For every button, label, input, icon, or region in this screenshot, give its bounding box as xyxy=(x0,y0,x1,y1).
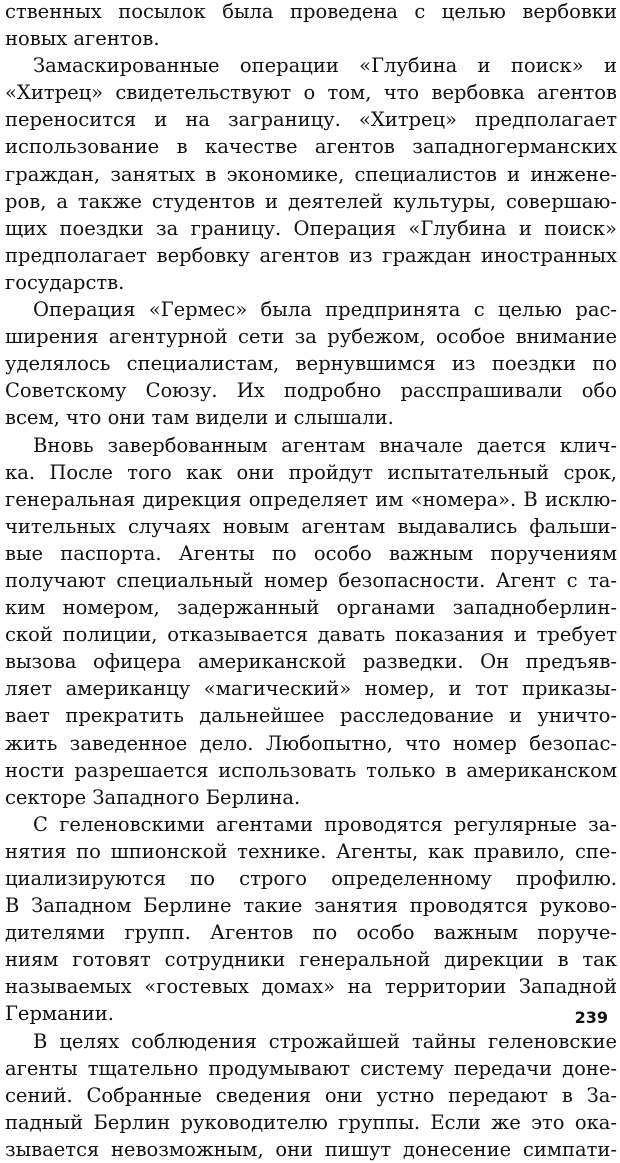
text-line: ров, а также студентов и деятелей культуры, совершаю- xyxy=(5,189,617,213)
text-line: В Западном Берлине такие занятия проводятся руково- xyxy=(5,894,617,918)
text-line: государств. xyxy=(5,270,125,294)
text-line: граждан, занятых в экономике, специалистов и инжене- xyxy=(5,162,617,186)
text-line: новых агентов. xyxy=(5,27,160,51)
text-line: уделялось специалистам, вернувшимся из поездки по xyxy=(5,352,617,376)
body-text xyxy=(5,0,617,1163)
text-line: ственных посылок была проведена с целью вербовки xyxy=(5,0,617,23)
text-line: получают специальный номер безопасности. Агент с та- xyxy=(5,568,617,592)
text-line: В целях соблюдения строжайшей тайны геленовские xyxy=(33,1029,617,1053)
text-line: ской полиции, отказывается давать показания и требует xyxy=(5,623,617,647)
text-line: вает прекратить дальнейшее расследование и уничто- xyxy=(5,704,617,728)
text-line: ниям готовят сотрудники генеральной дирекции в так xyxy=(5,948,617,972)
text-line: называемых «гостевых домах» на территории Западной xyxy=(5,975,617,999)
text-line: ким номером, задержанный органами западноберлин- xyxy=(5,596,617,620)
text-line: нятия по шпионской технике. Агенты, как правило, спе- xyxy=(5,839,617,863)
text-line: зывается невозможным, они пишут донесение симпати- xyxy=(5,1137,617,1161)
text-line: использование в качестве агентов западногерманских xyxy=(5,135,617,159)
text-line: ности разрешается использовать только в американском xyxy=(5,758,617,782)
text-line: щих поездки за границу. Операция «Глубина и поиск» xyxy=(5,216,617,240)
text-line: Вновь завербованным агентам вначале дается клич- xyxy=(33,433,617,457)
text-line: сений. Собранные сведения они устно передают в За- xyxy=(5,1083,617,1107)
text-line: Германии. xyxy=(5,1002,114,1026)
text-line: всем, что они там видели и слышали. xyxy=(5,406,394,430)
text-line: вые паспорта. Агенты по особо важным поручениям xyxy=(5,541,617,565)
text-line: жить заведенное дело. Любопытно, что номер безопас- xyxy=(5,731,617,755)
text-line: агенты тщательно продумывают систему передачи доне- xyxy=(5,1056,617,1080)
text-line: С геленовскими агентами проводятся регулярные за- xyxy=(33,812,617,836)
text-line: секторе Западного Берлина. xyxy=(5,785,301,809)
text-line: Советскому Союзу. Их подробно расспрашивали обо xyxy=(5,379,617,403)
text-line: генеральная дирекция определяет им «номера». В исклю- xyxy=(5,487,617,511)
text-line: ка. После того как они пройдут испытательный срок, xyxy=(5,460,617,484)
text-line: ляет американцу «магический» номер, и тот приказы- xyxy=(5,677,617,701)
text-line: предполагает вербовку агентов из граждан иностранных xyxy=(5,243,617,267)
text-line: Операция «Гермес» была предпринята с целью рас- xyxy=(33,298,617,322)
text-line: падный Берлин руководителю группы. Если же это ока- xyxy=(5,1110,617,1134)
text-line: вызова офицера американской разведки. Он предъяв- xyxy=(5,650,617,674)
text-line: переносится и на заграницу. «Хитрец» предполагает xyxy=(5,108,617,132)
text-line: «Хитрец» свидетельствуют о том, что вербовка агентов xyxy=(5,81,617,105)
text-line: циализируются по строго определенному профилю. xyxy=(5,867,617,890)
text-line: ширения агентурной сети за рубежом, особое внимание xyxy=(5,325,617,349)
page-number: 239 xyxy=(574,1008,608,1027)
text-line: Замаскированные операции «Глубина и поиск» и xyxy=(33,54,617,78)
text-line: чительных случаях новым агентам выдавались фальши- xyxy=(5,514,617,538)
text-line: дителями групп. Агентов по особо важным поруче- xyxy=(5,921,617,945)
